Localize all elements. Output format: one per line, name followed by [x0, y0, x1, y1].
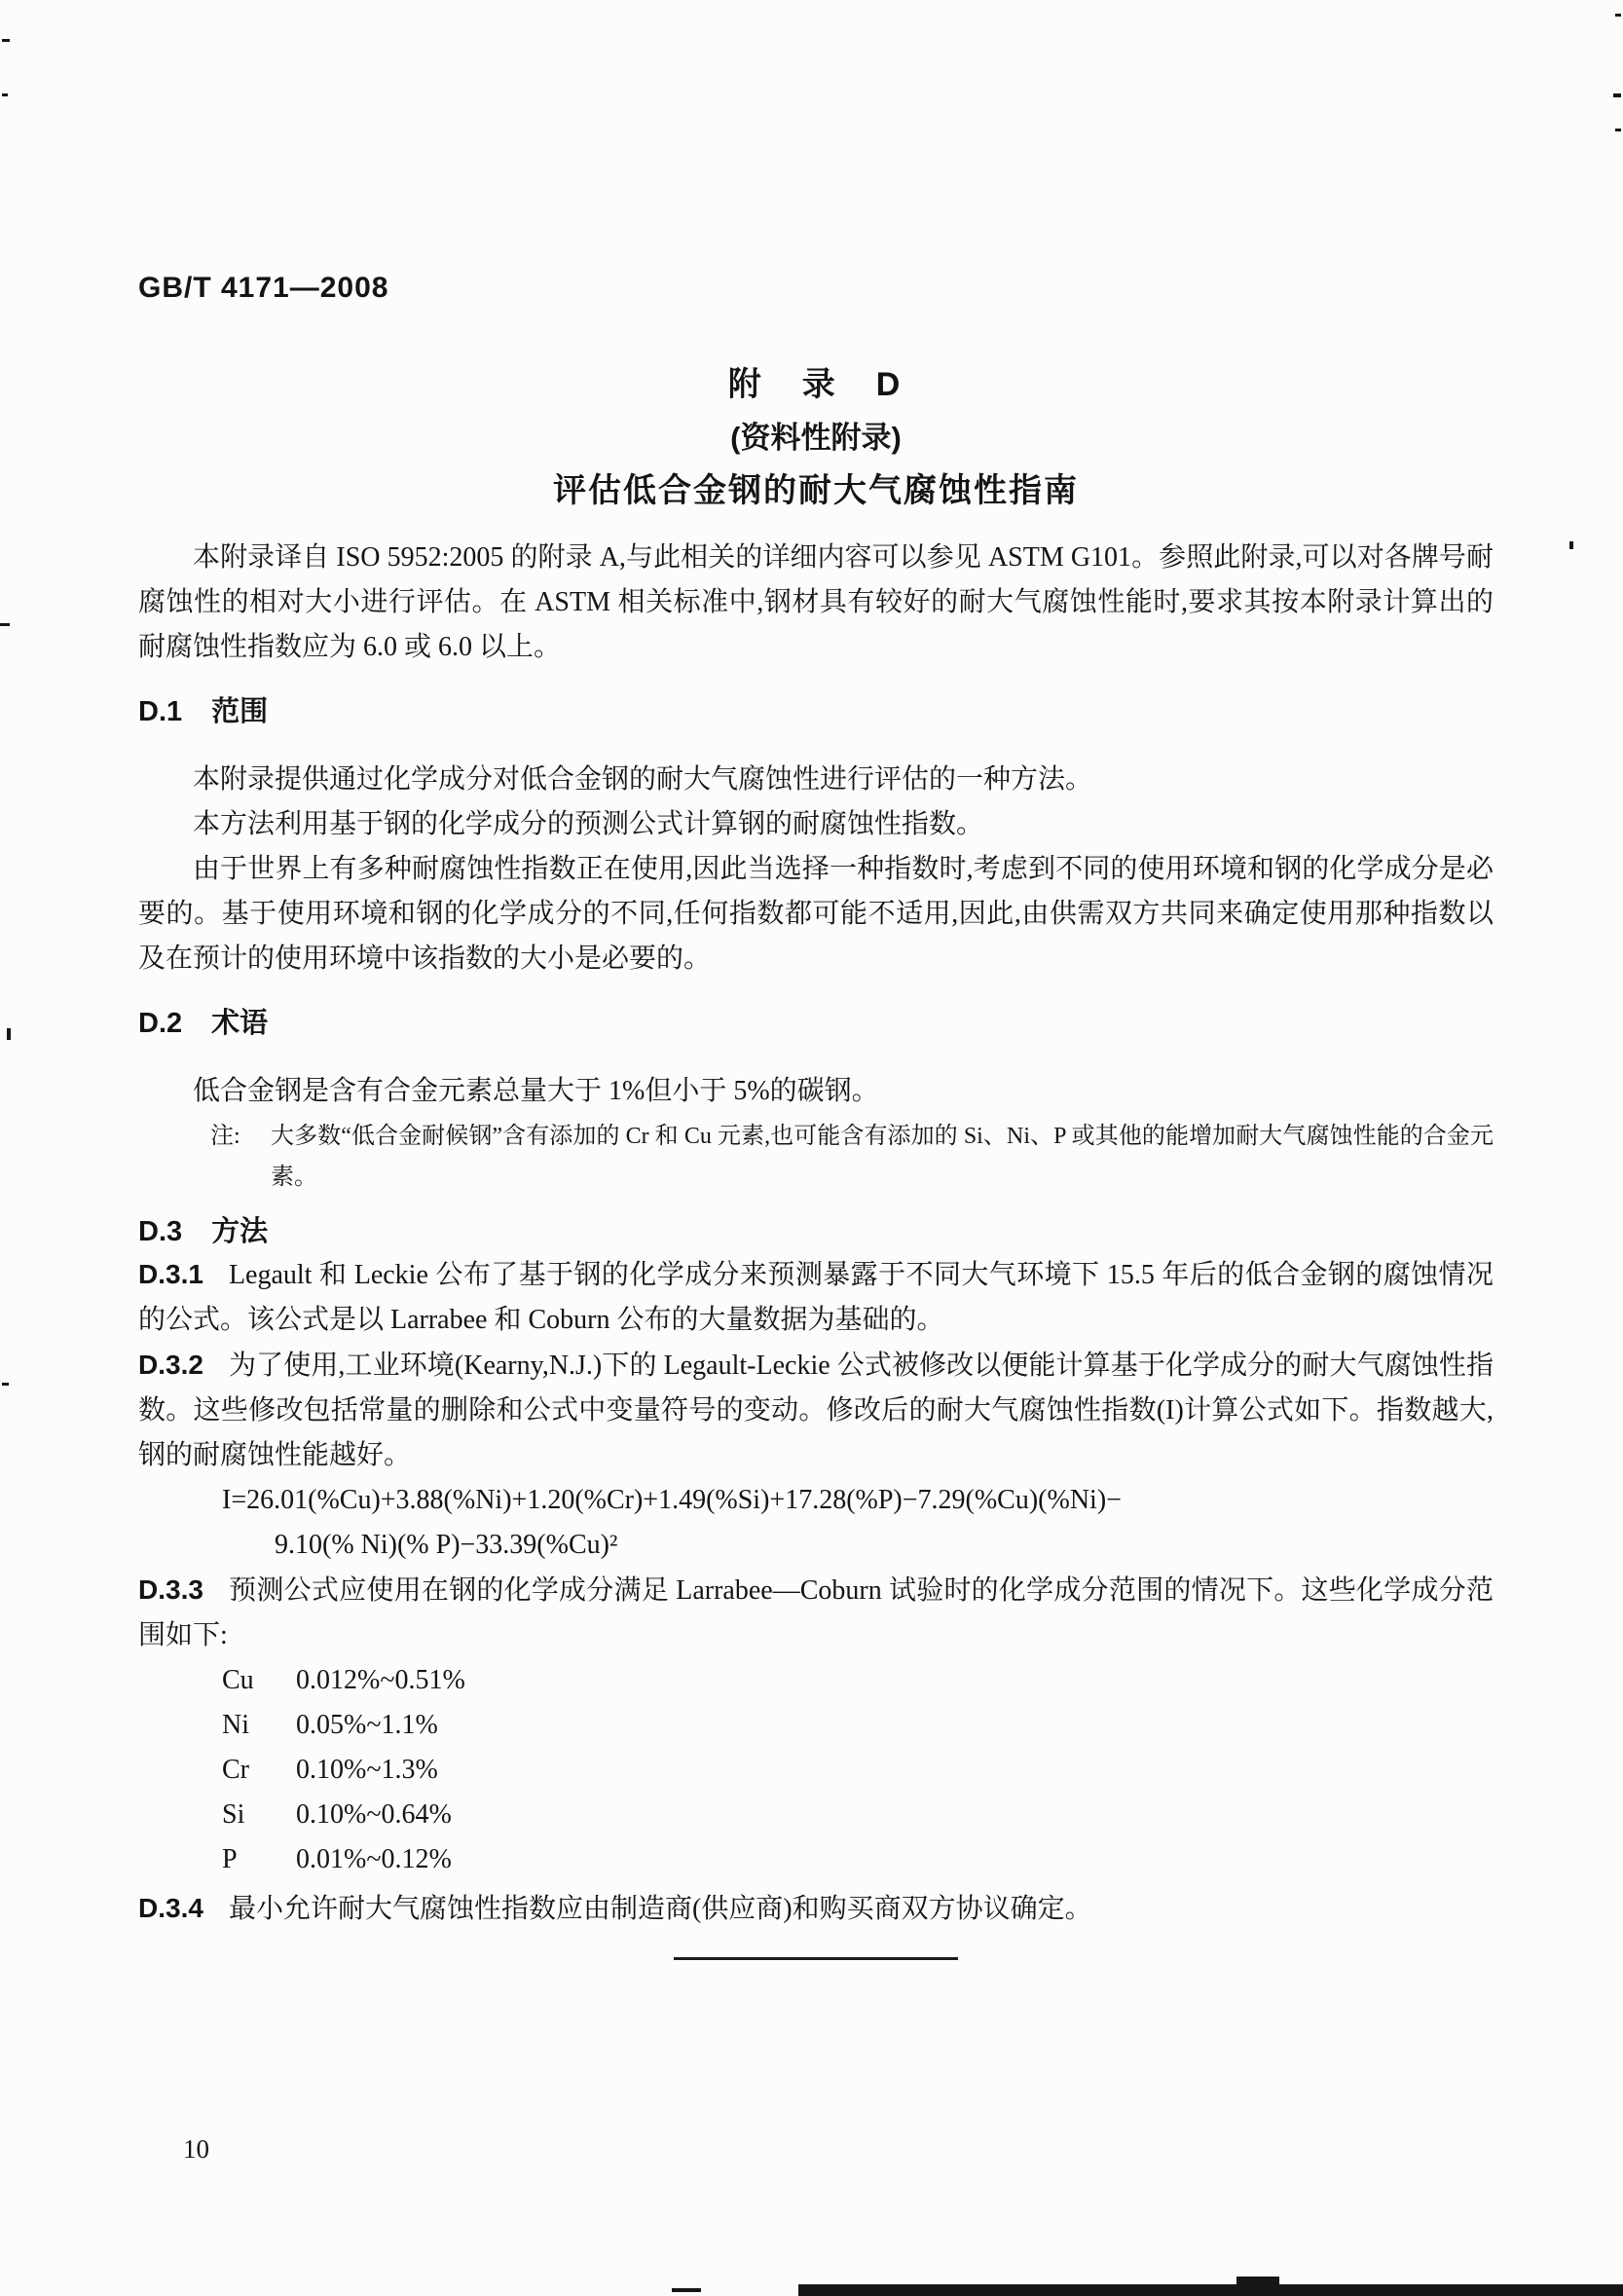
element-symbol: P	[222, 1844, 238, 1874]
element-symbol: Cr	[222, 1755, 249, 1785]
section-d1-title: 范围	[211, 696, 269, 727]
d34-paragraph	[138, 1886, 1494, 1932]
appendix-subtitle: (资料性附录)	[730, 421, 902, 455]
section-d1-heading	[138, 691, 1494, 732]
scan-artifact	[2, 93, 8, 96]
scan-artifact	[7, 1028, 11, 1040]
d32-number: D.3.2	[138, 1350, 203, 1380]
d1-paragraph-1: 本附录提供通过化学成分对低合金钢的耐大气腐蚀性进行评估的一种方法。	[193, 764, 1093, 795]
scan-artifact	[1613, 93, 1621, 97]
d31-paragraph	[138, 1252, 1494, 1343]
appendix-heading: 评估低合金钢的耐大气腐蚀性指南	[553, 472, 1079, 509]
page-content	[138, 0, 1494, 1960]
corrosion-index-formula-line-2: 9.10(% Ni)(% P)−33.39(%Cu)²	[275, 1530, 618, 1560]
page-number: 10	[183, 2134, 209, 2164]
element-range: 0.01%~0.12%	[296, 1844, 452, 1874]
composition-range-row	[138, 1793, 1494, 1837]
scan-artifact	[672, 2288, 701, 2292]
d1-paragraph-2: 本方法利用基于钢的化学成分的预测公式计算钢的耐腐蚀性指数。	[193, 809, 984, 839]
scan-artifact	[1569, 541, 1573, 549]
composition-range-row	[138, 1837, 1494, 1882]
d33-paragraph	[138, 1568, 1494, 1658]
d31-text: Legault 和 Leckie 公布了基于钢的化学成分来预测暴露于不同大气环境下 15.5 年后的低合金钢的腐蚀情况的公式。该公式是以 Larrabee 和 Coburn 公布的大量数据为基础的。	[138, 1260, 1494, 1335]
section-d3-heading	[138, 1211, 1494, 1252]
standard-number-header: GB/T 4171—2008	[138, 272, 389, 304]
scan-artifact	[1236, 2277, 1279, 2285]
intro-paragraph: 本附录译自 ISO 5952:2005 的附录 A,与此相关的详细内容可以参见 ASTM G101。参照此附录,可以对各牌号耐腐蚀性的相对大小进行评估。在 ASTM 相关标准中,钢材具有较好的耐大气腐蚀性能时,要求其按本附录计算出的耐腐蚀性指数应为 6.0 或 6.0 以上。	[138, 542, 1494, 662]
d33-number: D.3.3	[138, 1574, 203, 1605]
scan-artifact	[2, 1383, 9, 1386]
d33-text: 预测公式应使用在钢的化学成分满足 Larrabee—Coburn 试验时的化学成分范围的情况下。这些化学成分范围如下:	[138, 1575, 1494, 1650]
section-d2-title: 术语	[211, 1008, 269, 1039]
d32-paragraph	[138, 1343, 1494, 1478]
element-range: 0.10%~0.64%	[296, 1799, 452, 1830]
section-d3-title: 方法	[211, 1216, 269, 1247]
note-text: 大多数“低合金耐候钢”含有添加的 Cr 和 Cu 元素,也可能含有添加的 Si、Ni、P 或其他的能增加耐大气腐蚀性能的合金元素。	[271, 1124, 1494, 1190]
d31-number: D.3.1	[138, 1259, 203, 1289]
scan-artifact	[2, 39, 10, 42]
scan-artifact	[1615, 14, 1621, 17]
element-symbol: Cu	[222, 1665, 254, 1695]
element-range: 0.012%~0.51%	[296, 1665, 465, 1695]
section-d2-number: D.2	[138, 1008, 183, 1039]
scan-artifact	[1615, 129, 1621, 131]
section-d2-heading	[138, 1003, 1494, 1044]
element-range: 0.05%~1.1%	[296, 1710, 438, 1740]
end-of-text-divider	[674, 1957, 958, 1960]
scan-artifact	[0, 623, 10, 626]
composition-range-row	[138, 1703, 1494, 1748]
d2-paragraph: 低合金钢是含有合金元素总量大于 1%但小于 5%的碳钢。	[193, 1076, 879, 1106]
d1-paragraph-3: 由于世界上有多种耐腐蚀性指数正在使用,因此当选择一种指数时,考虑到不同的使用环境和钢的化学成分是必要的。基于使用环境和钢的化学成分的不同,任何指数都可能不适用,因此,由供需双方共同来确定使用那种指数以及在预计的使用环境中该指数的大小是必要的。	[138, 854, 1494, 974]
element-symbol: Ni	[222, 1710, 249, 1740]
composition-range-row	[138, 1658, 1494, 1703]
element-symbol: Si	[222, 1799, 245, 1830]
section-d3-number: D.3	[138, 1216, 183, 1247]
scan-artifact	[798, 2284, 1623, 2296]
d34-text: 最小允许耐大气腐蚀性指数应由制造商(供应商)和购买商双方协议确定。	[228, 1894, 1092, 1924]
element-range: 0.10%~1.3%	[296, 1755, 438, 1785]
section-d1-number: D.1	[138, 696, 183, 727]
d2-note	[138, 1116, 1494, 1198]
d32-text: 为了使用,工业环境(Kearny,N.J.)下的 Legault-Leckie 公式被修改以便能计算基于化学成分的耐大气腐蚀性指数。这些修改包括常量的删除和公式中变量符号的变动。修改后的耐大气腐蚀性指数(I)计算公式如下。指数越大,钢的耐腐蚀性能越好。	[138, 1351, 1494, 1470]
d34-number: D.3.4	[138, 1893, 203, 1923]
appendix-title: 附 录 D	[727, 366, 904, 403]
note-label: 注:	[210, 1124, 240, 1149]
composition-range-row	[138, 1748, 1494, 1793]
corrosion-index-formula-line-1: I=26.01(%Cu)+3.88(%Ni)+1.20(%Cr)+1.49(%Si)+17.28(%P)−7.29(%Cu)(%Ni)−	[222, 1485, 1122, 1515]
